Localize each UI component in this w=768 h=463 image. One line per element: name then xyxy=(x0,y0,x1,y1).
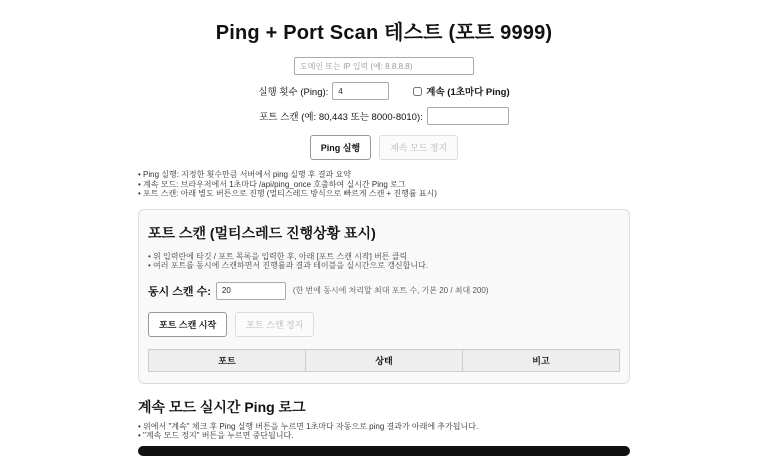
continuous-checkbox-group xyxy=(413,84,509,98)
info-bullet: • Ping 실행: 지정한 횟수만큼 서버에서 ping 실행 후 결과 요약 xyxy=(138,170,630,180)
port-scan-bullet: • 여러 포트를 동시에 스캔하면서 진행률과 결과 테이블을 실시간으로 갱신합니다. xyxy=(148,261,620,271)
info-bullet-list xyxy=(138,170,630,199)
count-label: 실행 횟수 (Ping): xyxy=(258,87,329,98)
concurrency-input[interactable] xyxy=(216,282,286,300)
continuous-stop-button[interactable]: 계속 모드 정지 xyxy=(379,135,458,160)
port-scan-bullet-list xyxy=(148,252,620,271)
continuous-checkbox[interactable] xyxy=(413,87,422,96)
count-row xyxy=(138,82,630,100)
concurrency-row xyxy=(148,282,620,300)
ping-log-bullet: • "계속 모드 정지" 버튼을 누르면 중단됩니다. xyxy=(138,431,630,441)
ping-run-button[interactable]: Ping 실행 xyxy=(310,135,371,160)
info-bullet: • 계속 모드: 브라우저에서 1초마다 /api/ping_once 호출하여 실시간 Ping 로그 xyxy=(138,180,630,190)
ping-log-section xyxy=(138,397,630,456)
scan-start-button[interactable]: 포트 스캔 시작 xyxy=(148,312,227,337)
scan-table-header-row xyxy=(149,349,620,371)
ping-log-heading: 계속 모드 실시간 Ping 로그 xyxy=(138,398,306,415)
target-input[interactable] xyxy=(294,57,474,75)
ping-count-input[interactable] xyxy=(332,82,389,100)
port-scan-bullet: • 위 입력란에 타깃 / 포트 목록을 입력한 후, 아래 [포트 스캔 시작] 버튼 클릭 xyxy=(148,252,620,262)
scan-table-header-port: 포트 xyxy=(149,349,306,371)
concurrency-note: (한 번에 동시에 처리할 최대 포트 수, 기본 20 / 최대 200) xyxy=(292,286,489,295)
ping-log-output xyxy=(138,446,630,456)
continuous-label: 계속 (1초마다 Ping) xyxy=(426,87,510,98)
scan-stop-button[interactable]: 포트 스캔 정지 xyxy=(235,312,314,337)
concurrency-label: 동시 스캔 수: xyxy=(148,285,211,298)
info-bullet: • 포트 스캔: 아래 별도 버튼으로 진행 (멀티스레드 방식으로 빠르게 스캔 + 진행률 표시) xyxy=(138,189,630,199)
ports-label: 포트 스캔 (예: 80,443 또는 8000-8010): xyxy=(259,112,423,123)
scan-table-header-status: 상태 xyxy=(306,349,463,371)
ping-log-bullet-list xyxy=(138,422,630,441)
ports-row xyxy=(138,107,630,125)
target-row xyxy=(138,57,630,75)
port-scan-input[interactable] xyxy=(427,107,509,125)
ping-log-bullet: • 위에서 "계속" 체크 후 Ping 실행 버튼을 누르면 1초마다 자동으로 ping 결과가 아래에 추가됩니다. xyxy=(138,422,630,432)
scan-buttons-row xyxy=(148,312,620,337)
port-scan-panel xyxy=(138,209,630,384)
port-scan-heading: 포트 스캔 (멀티스레드 진행상황 표시) xyxy=(148,224,376,241)
scan-results-table xyxy=(148,349,620,372)
page-container xyxy=(138,0,630,456)
ping-buttons-row xyxy=(138,135,630,160)
scan-table-header-note: 비고 xyxy=(463,349,620,371)
page-title: Ping + Port Scan 테스트 (포트 9999) xyxy=(215,22,553,44)
